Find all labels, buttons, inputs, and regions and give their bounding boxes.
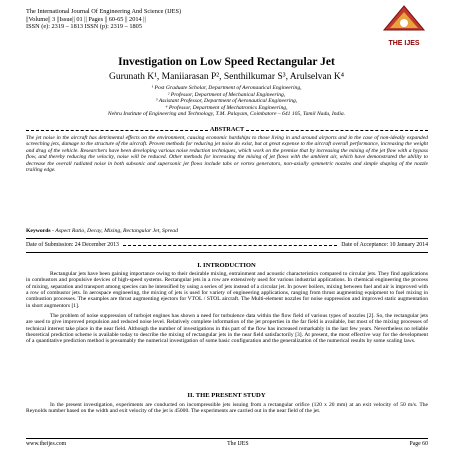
journal-issn: ISSN (e): 2319 – 1813 ISSN (p): 2319 – 1805 <box>26 23 142 31</box>
affiliation-4: ⁴ Professor, Department of Mechatronics Engineering, <box>165 104 288 111</box>
abstract-heading <box>26 126 428 133</box>
section-heading-present-study: II. THE PRESENT STUDY <box>187 392 266 399</box>
divider-bottom <box>26 252 428 253</box>
footer-website: www.theijes.com <box>26 441 67 447</box>
page-footer <box>26 441 428 447</box>
footer-rule <box>26 438 428 439</box>
section-heading-introduction: I. INTRODUCTION <box>197 262 256 269</box>
present-study-body <box>26 402 428 415</box>
introduction-paragraph-1: Rectangular jets have been gaining importance owing to their desirable mixing, entrainment and acoustic characteristics compared to circular jets. They find applications in combustors and propulsive devices of high-speed systems. Rectangular jets in a row are extensively used for various industrial applications. In chemical engineering the process of mixing, separation and transport among species can be intensified by using a series of jets instead of a circular jet. In power boilers, mixing between fuel and air is improved with a row of combustor jets. In aerospace engineering, the mixing of jets is used for variety of engineering applications, ranging from thrust augmenting equipment to fuel mixing in combustion processes. The examples are thrust augmenting ejectors for VTOL / STOL aircraft. The Multi-element nozzles for noise suppression and improved static augmentation in short augmentors [1]. <box>26 271 428 309</box>
present-study-paragraph-1: In the present investigation, experiments are conducted on incompressible jets issuing from a rectangular orifice (120 x 20 mm) at an exit velocity of 50 m/s. The Reynolds number based on the width and exit velocity of the jet is 45000. The experiments are carried out in the near field of the jet. <box>26 402 428 415</box>
paper-title: Investigation on Low Speed Rectangular Jet <box>118 56 335 68</box>
author-affiliations <box>0 85 453 118</box>
paper-authors: Gurunath K¹, Maniiarasan P², Senthilkumar S³, Arulselvan K⁴ <box>108 72 345 82</box>
journal-header <box>26 8 181 31</box>
keywords-text: - Aspect Ratio, Decay, Mixing, Rectangular Jet, Spread <box>50 228 178 234</box>
abstract-label: ABSTRACT <box>209 126 245 133</box>
affiliation-2: ² Professor, Department of Mechanical Engineering, <box>167 91 286 98</box>
affiliation-3: ³ Assistant Professor, Department of Aeronautical Engineering, <box>155 98 298 105</box>
abstract-rule-left <box>26 130 208 131</box>
introduction-body <box>26 271 428 345</box>
journal-name: The International Journal Of Engineering And Science (IJES) <box>26 8 182 15</box>
keywords-label: Keywords <box>26 228 51 234</box>
affiliation-institute: Nehru Institute of Engineering and Technology, T.M. Palayam, Coimbatore – 641 105, Tamil Nadu, India. <box>107 111 346 118</box>
footer-journal: The IJES <box>227 441 249 447</box>
introduction-paragraph-2: The problem of noise suppression of turbojet engines has shown a need for turbulence data within the flow field of various types of nozzles [2]. So, the rectangular jets are used to give improved propulsion and reduced noise level. Relatively complete information of the jet properties in the far field is available, but most of the mixing processes of technical interest take place in the near field. Although the number of investigations in this part of the flow has increased remarkably in the last few years. Nevertheless no reliable theoretical prediction scheme is available today to describe the mixing of rectangular jets in the near field satisfactorily [3]. At present, the most effective way for the development of a quantitative prediction method is presumably the numerical investigation of some basic configuration and the generalization of the numerical results by some scaling laws. <box>26 313 428 345</box>
dates-dashed-rule <box>123 245 337 246</box>
journal-logo-text: THE IJES <box>388 40 420 47</box>
submission-dates <box>26 242 428 248</box>
keywords <box>26 228 428 234</box>
abstract-text: The jet noise in the aircraft has detrimental effects on the environment, causing economic hardships to those living in and around airports and in the case of non-ideally expanded screeching jets, damage to the structure of the aircraft. Proven methods for reducing jet noise do exist, but at great expense to the aircraft overall performance, increasing the weight and drag of the vehicle. Researchers have been developing various noise reduction techniques, which work on the premise that by increasing the mixing of the jet flow with a bypass flow, and thereby reducing the velocity, noise will be reduced. Other methods for increasing the mixing of jet flows with the ambient air, which have demonstrated the ability to decrease the overall radiated noise in both subsonic and supersonic jet flows include tabs or vortex generators, non-axially symmetric nozzles and simple shaping of the nozzle trailing edge. <box>26 135 428 174</box>
footer-page-number: Page 60 <box>409 441 428 447</box>
abstract-rule-right <box>246 130 428 131</box>
date-acceptance: Date of Acceptance: 10 January 2014 <box>341 242 428 248</box>
date-submission: Date of Submission: 24 December 2013 <box>26 242 119 248</box>
affiliation-1: ¹ Post Graduate Scholar, Department of Aeronautical Engineering, <box>151 85 302 91</box>
divider-top <box>26 238 428 239</box>
journal-volume: ||Volume|| 3 ||Issue|| 01 || Pages || 60-65 || 2014 || <box>26 15 146 23</box>
